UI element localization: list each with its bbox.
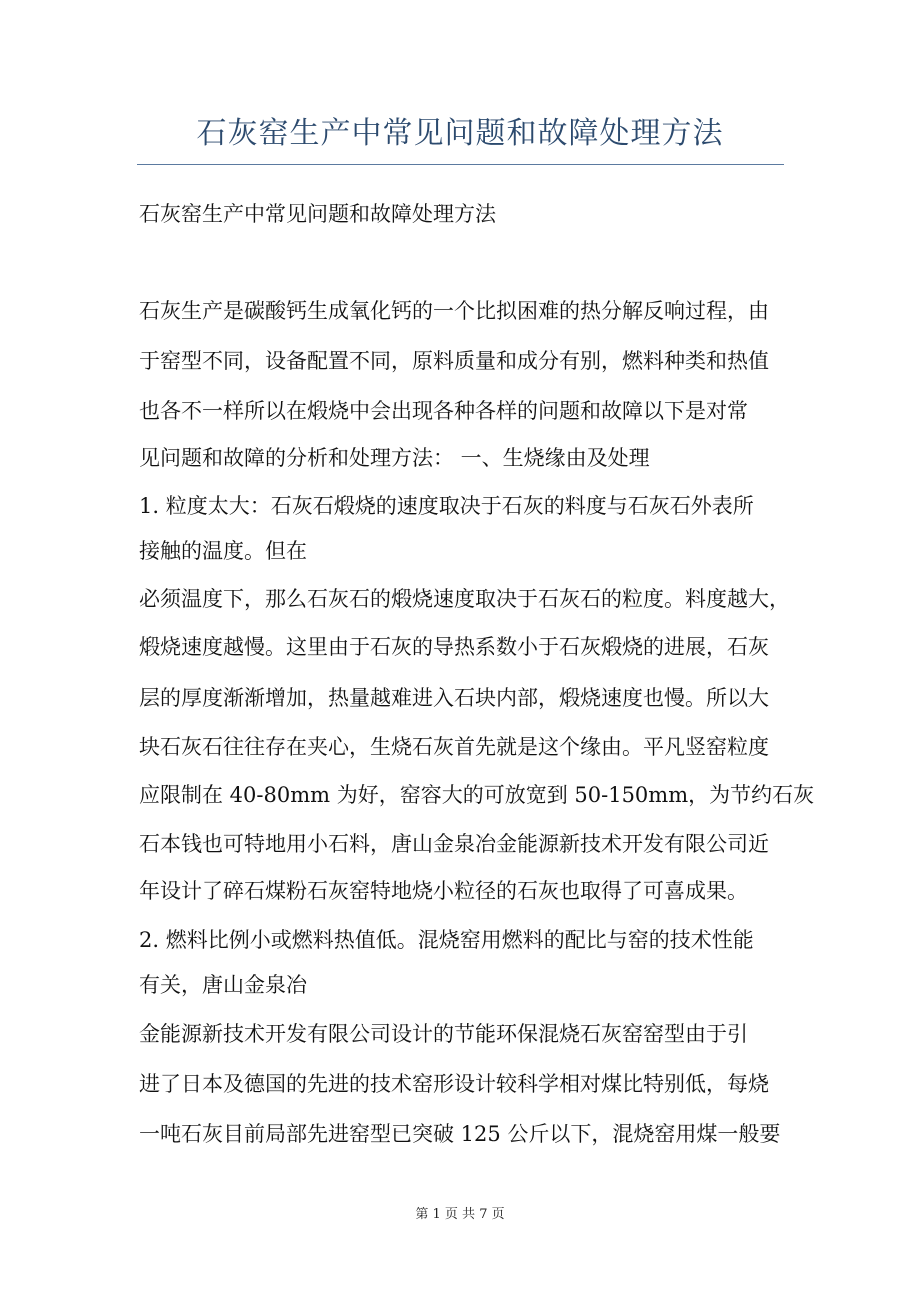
title-divider [137, 164, 784, 165]
body-line: 于窑型不同，设备配置不同，原料质量和成分有别，燃料种类和热值 [139, 349, 769, 373]
body-line: 2. 燃料比例小或燃料热值低。混烧窑用燃料的配比与窑的技术性能 [139, 928, 754, 952]
body-line: 进了日本及德国的先进的技术窑形设计较科学相对煤比特别低，每烧 [139, 1072, 769, 1096]
document-title: 石灰窑生产中常见问题和故障处理方法 [196, 116, 724, 151]
subtitle-line: 石灰窑生产中常见问题和故障处理方法 [139, 202, 496, 226]
body-line: 一吨石灰目前局部先进窑型已突破 125 公斤以下，混烧窑用煤一般要 [139, 1122, 781, 1146]
body-line: 块石灰石往往存在夹心，生烧石灰首先就是这个缘由。平凡竖窑粒度 [139, 735, 769, 759]
body-line: 1. 粒度太大：石灰石煅烧的速度取决于石灰的料度与石灰石外表所 [139, 494, 754, 518]
body-line: 层的厚度渐渐增加，热量越难进入石块内部，煅烧速度也慢。所以大 [139, 686, 769, 710]
body-line: 煅烧速度越慢。这里由于石灰的导热系数小于石灰煅烧的进展，石灰 [139, 635, 769, 659]
body-line: 年设计了碎石煤粉石灰窑特地烧小粒径的石灰也取得了可喜成果。 [139, 879, 748, 903]
body-line: 金能源新技术开发有限公司设计的节能环保混烧石灰窑窑型由于引 [139, 1022, 748, 1046]
page-number: 第 1 页 共 7 页 [415, 1207, 505, 1222]
body-line: 见问题和故障的分析和处理方法： 一、生烧缘由及处理 [139, 446, 650, 470]
body-line: 石本钱也可特地用小石料，唐山金泉冶金能源新技术开发有限公司近 [139, 832, 769, 856]
body-line: 接触的温度。但在 [139, 539, 307, 563]
body-line: 有关，唐山金泉冶 [139, 973, 307, 997]
body-line: 应限制在 40-80mm 为好，窑容大的可放宽到 50-150mm，为节约石灰 [139, 783, 815, 807]
body-line: 必须温度下，那么石灰石的煅烧速度取决于石灰石的粒度。料度越大， [139, 587, 790, 611]
body-line: 也各不一样所以在煅烧中会出现各种各样的问题和故障以下是对常 [139, 399, 748, 423]
body-line: 石灰生产是碳酸钙生成氧化钙的一个比拟困难的热分解反响过程，由 [139, 299, 769, 323]
